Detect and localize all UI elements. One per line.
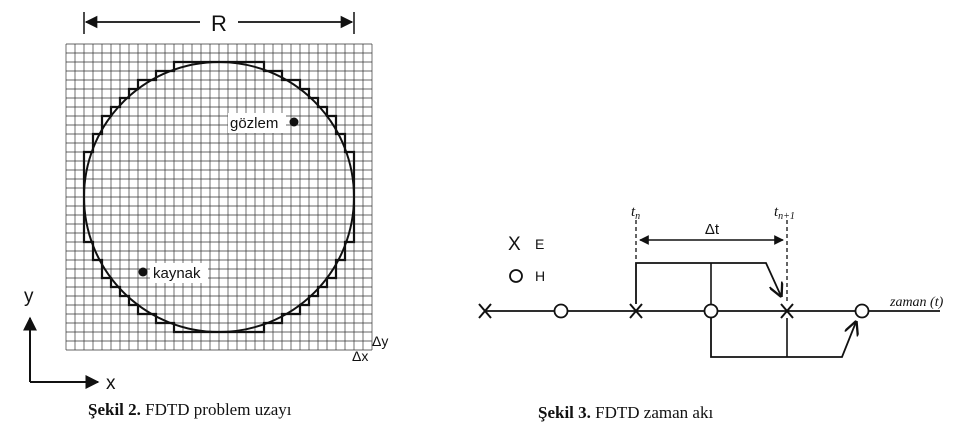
y-axis-label: y	[24, 286, 34, 307]
dt-label: Δt	[704, 221, 720, 238]
tn1-label: $t_{n+1}$	[774, 204, 795, 222]
legend-e-label: E	[535, 236, 545, 252]
h-node-0	[555, 305, 568, 318]
figure3-caption-text: FDTD zaman akı	[590, 403, 714, 422]
dy-label: Δy	[372, 333, 389, 349]
figure2-caption	[88, 400, 292, 420]
observation-label: gözlem	[230, 115, 279, 132]
dx-label: Δx	[352, 348, 369, 364]
h-node-1	[705, 305, 718, 318]
fdtd-grid	[66, 44, 372, 350]
h-update-path	[711, 318, 856, 357]
e-update-path	[636, 263, 781, 304]
figure3-caption	[538, 403, 713, 423]
legend-e-symbol: X	[508, 234, 521, 255]
time-axis-label: zaman (t)	[890, 295, 944, 310]
h-node-2	[856, 305, 869, 318]
figure2-caption-text: FDTD problem uzayı	[140, 400, 292, 419]
r-label: R	[211, 11, 227, 36]
source-point	[139, 268, 148, 277]
source-label: kaynak	[153, 265, 201, 282]
legend-h-label: H	[535, 268, 546, 284]
observation-point	[290, 118, 299, 127]
legend-h-symbol-icon	[510, 270, 522, 282]
x-axis-label: x	[106, 373, 116, 394]
figure2-caption-bold: Şekil 2.	[88, 400, 141, 419]
tn-label: $t_n$	[631, 204, 641, 222]
figure3-caption-bold: Şekil 3.	[538, 403, 591, 422]
